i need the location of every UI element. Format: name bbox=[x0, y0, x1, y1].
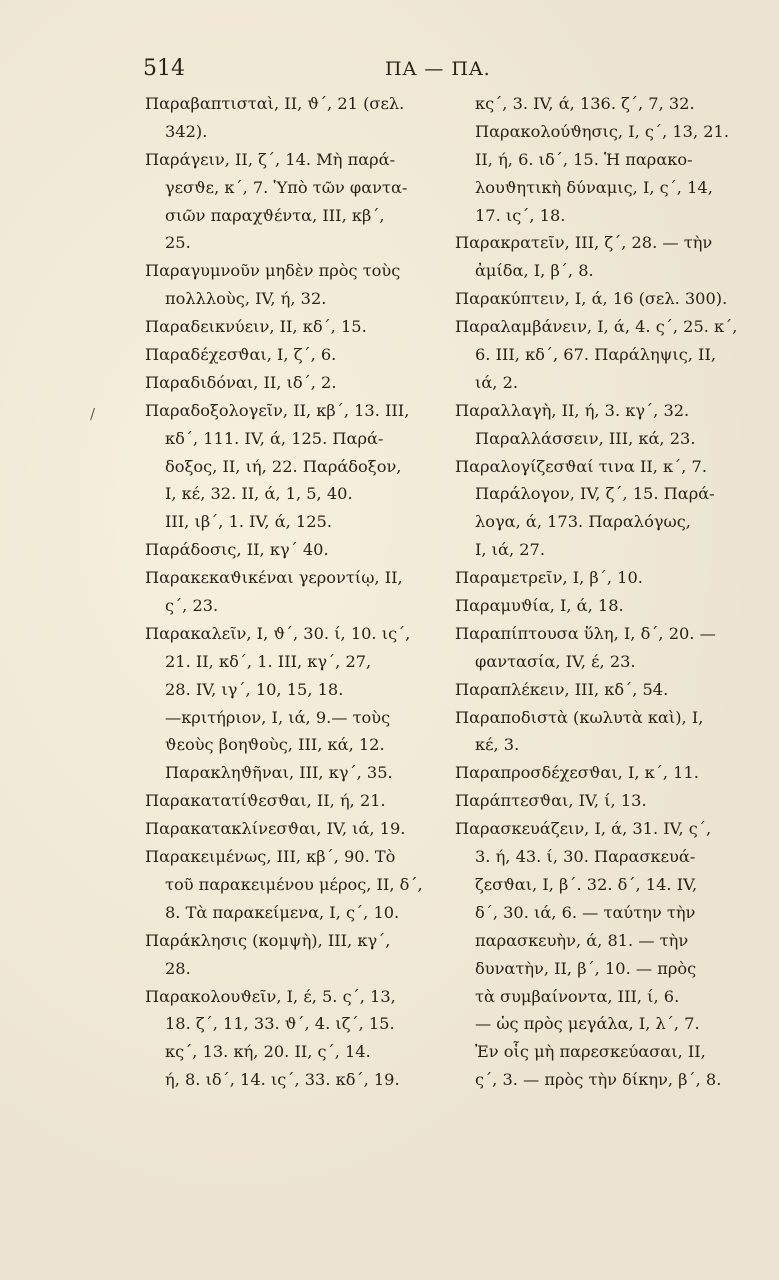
index-line: Παραπροσδέχεσϑαι, I, κ΄, 11. bbox=[455, 763, 699, 783]
index-line: Παρακεκαϑικέναι γεροντίῳ, II, bbox=[145, 568, 403, 588]
index-line: ς΄, 3. — πρὸς τὴν δίκην, β΄, 8. bbox=[475, 1070, 722, 1090]
index-line: ϑεοὺς βοηϑοὺς, III, κά, 12. bbox=[165, 735, 385, 755]
index-line: Παρακολουϑεῖν, I, έ, 5. ς΄, 13, bbox=[145, 986, 396, 1006]
index-line: τὰ συμβαίνοντα, III, ί, 6. bbox=[475, 986, 680, 1006]
index-line: κς΄, 13. κή, 20. II, ς΄, 14. bbox=[165, 1042, 371, 1062]
index-line: — ὡς πρὸς μεγάλα, I, λ΄, 7. bbox=[475, 1014, 700, 1034]
index-line: παρασκευὴν, ά, 81. — τὴν bbox=[475, 930, 689, 950]
index-line: 25. bbox=[165, 233, 191, 253]
index-line: λογα, ά, 173. Παραλόγως, bbox=[475, 512, 691, 532]
index-line: τοῦ παρακειμένου μέρος, II, δ΄, bbox=[165, 874, 423, 894]
index-line: Παραδοξολογεῖν, II, κβ΄, 13. III, bbox=[145, 400, 410, 420]
index-line: Παραλαμβάνειν, I, ά, 4. ς΄, 25. κ΄, bbox=[455, 317, 738, 337]
index-line: 17. ις΄, 18. bbox=[475, 205, 566, 225]
index-line: κέ, 3. bbox=[475, 735, 520, 755]
index-line: 3. ή, 43. ί, 30. Παρασκευά- bbox=[475, 847, 696, 867]
index-line: Παράγειν, II, ζ΄, 14. Μὴ παρά- bbox=[145, 149, 396, 169]
index-line: κδ΄, 111. IV, ά, 125. Παρά- bbox=[165, 428, 384, 448]
index-line: —κριτήριον, I, ιά, 9.— τοὺς bbox=[165, 707, 391, 727]
index-line: Παρακρατεῖν, III, ζ΄, 28. — τὴν bbox=[455, 233, 713, 253]
margin-mark: / bbox=[90, 405, 96, 423]
index-line: Παραβαπτισταὶ, II, ϑ΄, 21 (σελ. bbox=[145, 94, 405, 113]
index-line: Παραπλέκειν, III, κδ΄, 54. bbox=[455, 679, 669, 699]
index-line: Παραλλαγὴ, II, ή, 3. κγ΄, 32. bbox=[455, 400, 690, 420]
index-line: 6. III, κδ΄, 67. Παράληψις, II, bbox=[475, 345, 716, 365]
index-line: δοξος, II, ιή, 22. Παράδοξον, bbox=[165, 456, 402, 476]
index-line: Παραλογίζεσϑαί τινα II, κ΄, 7. bbox=[455, 456, 707, 476]
index-line: Παρακατατίϑεσϑαι, II, ή, 21. bbox=[145, 791, 386, 811]
page-number: 514 bbox=[143, 56, 185, 81]
index-line: ιά, 2. bbox=[475, 372, 519, 392]
index-line: Παρακύπτειν, I, ά, 16 (σελ. 300). bbox=[455, 289, 728, 309]
index-line: Παραμυϑία, I, ά, 18. bbox=[455, 596, 624, 616]
index-line: Παρακληϑῆναι, III, κγ΄, 35. bbox=[165, 763, 393, 783]
index-line: Παράδοσις, II, κγ΄ 40. bbox=[145, 540, 329, 560]
index-line: Παρακολούϑησις, I, ς΄, 13, 21. bbox=[475, 121, 729, 141]
index-line: Παρακειμένως, III, κβ΄, 90. Τὸ bbox=[145, 847, 396, 867]
index-line: Παραγυμνοῦν μηδὲν πρὸς τοὺς bbox=[145, 261, 401, 281]
index-line: I, ιά, 27. bbox=[475, 540, 545, 560]
index-line: κς΄, 3. IV, ά, 136. ζ΄, 7, 32. bbox=[475, 94, 695, 113]
index-line: Παρακατακλίνεσϑαι, IV, ιά, 19. bbox=[145, 819, 406, 839]
index-line: 18. ζ΄, 11, 33. ϑ΄, 4. ιζ΄, 15. bbox=[165, 1014, 395, 1034]
index-line: Παραλλάσσειν, III, κά, 23. bbox=[475, 428, 696, 448]
index-line: I, κέ, 32. II, ά, 1, 5, 40. bbox=[165, 484, 353, 504]
index-line: ζεσϑαι, I, β΄. 32. δ΄, 14. IV, bbox=[475, 874, 698, 894]
index-line: φαντασία, IV, έ, 23. bbox=[475, 651, 636, 671]
index-line: 21. II, κδ΄, 1. III, κγ΄, 27, bbox=[165, 651, 372, 671]
index-line: πολλλοὺς, IV, ή, 32. bbox=[165, 289, 327, 309]
index-line: γεσϑε, κ΄, 7. Ὑπὸ τῶν φαντα- bbox=[165, 177, 408, 197]
running-head: ΠΑ — ΠΑ. bbox=[385, 58, 491, 80]
index-line: ἀμίδα, I, β΄, 8. bbox=[475, 261, 594, 281]
index-line: 28. bbox=[165, 958, 191, 978]
index-line: Παραδιδόναι, II, ιδ΄, 2. bbox=[145, 372, 337, 392]
index-line: Παραπίπτουσα ὕλη, I, δ΄, 20. — bbox=[455, 623, 716, 643]
index-line: 28. IV, ιγ΄, 10, 15, 18. bbox=[165, 679, 344, 699]
index-line: ή, 8. ιδ΄, 14. ις΄, 33. κδ΄, 19. bbox=[165, 1070, 400, 1090]
index-line: Παραδεικνύειν, II, κδ΄, 15. bbox=[145, 317, 367, 337]
index-line: 8. Τὰ παρακείμενα, I, ς΄, 10. bbox=[165, 902, 400, 922]
index-line: Παρακαλεῖν, I, ϑ΄, 30. ί, 10. ις΄, bbox=[145, 623, 411, 643]
index-line: ς΄, 23. bbox=[165, 596, 219, 616]
index-line: 342). bbox=[165, 121, 208, 141]
index-line: δ΄, 30. ιά, 6. — ταύτην τὴν bbox=[475, 902, 696, 922]
index-line: δυνατὴν, II, β΄, 10. — πρὸς bbox=[475, 958, 697, 978]
index-line: Παράκλησις (κομψὴ), III, κγ΄, bbox=[145, 930, 391, 950]
index-line: Παράπτεσϑαι, IV, ί, 13. bbox=[455, 791, 647, 811]
page-header bbox=[0, 56, 779, 90]
index-column-right bbox=[455, 90, 743, 1094]
index-line: σιῶν παραχϑέντα, III, κβ΄, bbox=[165, 205, 385, 225]
index-line: Παραδέχεσϑαι, I, ζ΄, 6. bbox=[145, 345, 337, 365]
index-line: Παρασκευάζειν, I, ά, 31. IV, ς΄, bbox=[455, 819, 712, 839]
index-line: Παραποδιστὰ (κωλυτὰ καὶ), I, bbox=[455, 707, 704, 727]
index-line: λουϑητικὴ δύναμις, I, ς΄, 14, bbox=[475, 177, 713, 197]
index-line: Παράλογον, IV, ζ΄, 15. Παρά- bbox=[475, 484, 715, 504]
index-line: III, ιβ΄, 1. IV, ά, 125. bbox=[165, 512, 332, 532]
index-line: Ἐν οἷς μὴ παρεσκεύασαι, II, bbox=[475, 1042, 706, 1062]
index-column-left bbox=[145, 90, 435, 1094]
index-line: II, ή, 6. ιδ΄, 15. Ἡ παρακο- bbox=[475, 149, 693, 169]
index-line: Παραμετρεῖν, I, β΄, 10. bbox=[455, 568, 643, 588]
